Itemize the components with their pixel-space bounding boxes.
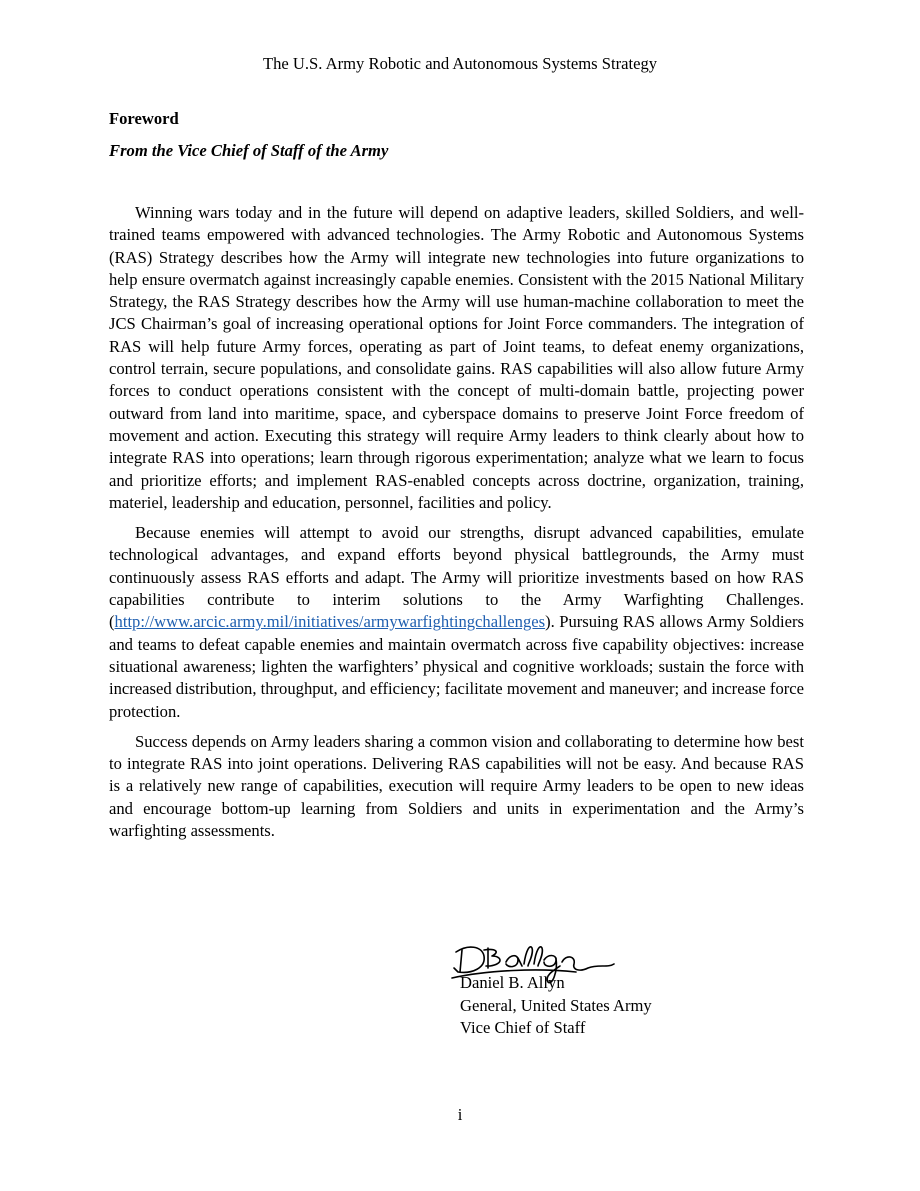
foreword-heading: Foreword [109,109,179,128]
signer-name: Daniel B. Allyn [460,973,565,992]
paragraph-1: Winning wars today and in the future will depend on adaptive leaders, skilled Soldiers, and well-trained teams empowered with advanced technologies. The Army Robotic and Autonomous Systems (RAS) Strategy describes how the Army will integrate new technologies into future organizations to help ensure overmatch against increasingly capable enemies. Consistent with the 2015 National Military Strategy, the RAS Strategy describes how the Army will use human-machine collaboration to meet the JCS Chairman’s goal of increasing operational options for Joint Force commanders. The integration of RAS will help future Army forces, operating as part of Joint teams, to defeat enemy organizations, control terrain, secure populations, and consolidate gains. RAS capabilities will also allow future Army forces to conduct operations consistent with the concept of multi-domain battle, projecting power outward from land into maritime, space, and cyberspace domains to preserve Joint Force freedom of movement and action. Executing this strategy will require Army leaders to think clearly about how to integrate RAS into operations; learn through rigorous experimentation; analyze what we learn to focus and prioritize efforts; and implement RAS-enabled concepts across doctrine, organization, training, materiel, leadership and education, personnel, facilities and policy. [109,203,804,512]
signature-block [460,972,652,1040]
running-header: The U.S. Army Robotic and Autonomous Systems Strategy [262,54,658,73]
paragraph-3: Success depends on Army leaders sharing a common vision and collaborating to determine how best to integrate RAS into joint operations. Delivering RAS capabilities will not be easy. And because RAS is a relatively new range of capabilities, execution will require Army leaders to be open to new ideas and encourage bottom-up learning from Soldiers and units in experimentation and the Army’s warfighting assessments. [109,731,804,841]
paragraph-2 [109,522,804,723]
page-number: i [457,1105,463,1124]
from-heading: From the Vice Chief of Staff of the Army [109,141,389,160]
signer-title: Vice Chief of Staff [460,1018,586,1037]
paragraph-2-end: ). Pursuing RAS allows Army Soldiers and teams to defeat capable enemies and maintain overmatch across five capability objectives: increase situational awareness; lighten the warfighters’ physical and cognitive workloads; sustain the force with increased distribution, throughput, and efficiency; facilitate movement and maneuver; and increase force protection. [109,612,804,721]
signer-rank: General, United States Army [460,995,652,1015]
awfc-link[interactable]: http://www.arcic.army.mil/initiatives/armywarfightingchallenges [114,612,546,632]
paragraph-2-start: Because enemies will attempt to avoid our strengths, disrupt advanced capabilities, emulate technological advantages, and expand efforts beyond physical battlegrounds, the Army must continuously assess RAS efforts and adapt. The Army will prioritize investments based on how RAS capabilities contribute to interim solutions to the Army Warfighting Challenges. ( [109,523,804,632]
body-text [109,202,804,850]
